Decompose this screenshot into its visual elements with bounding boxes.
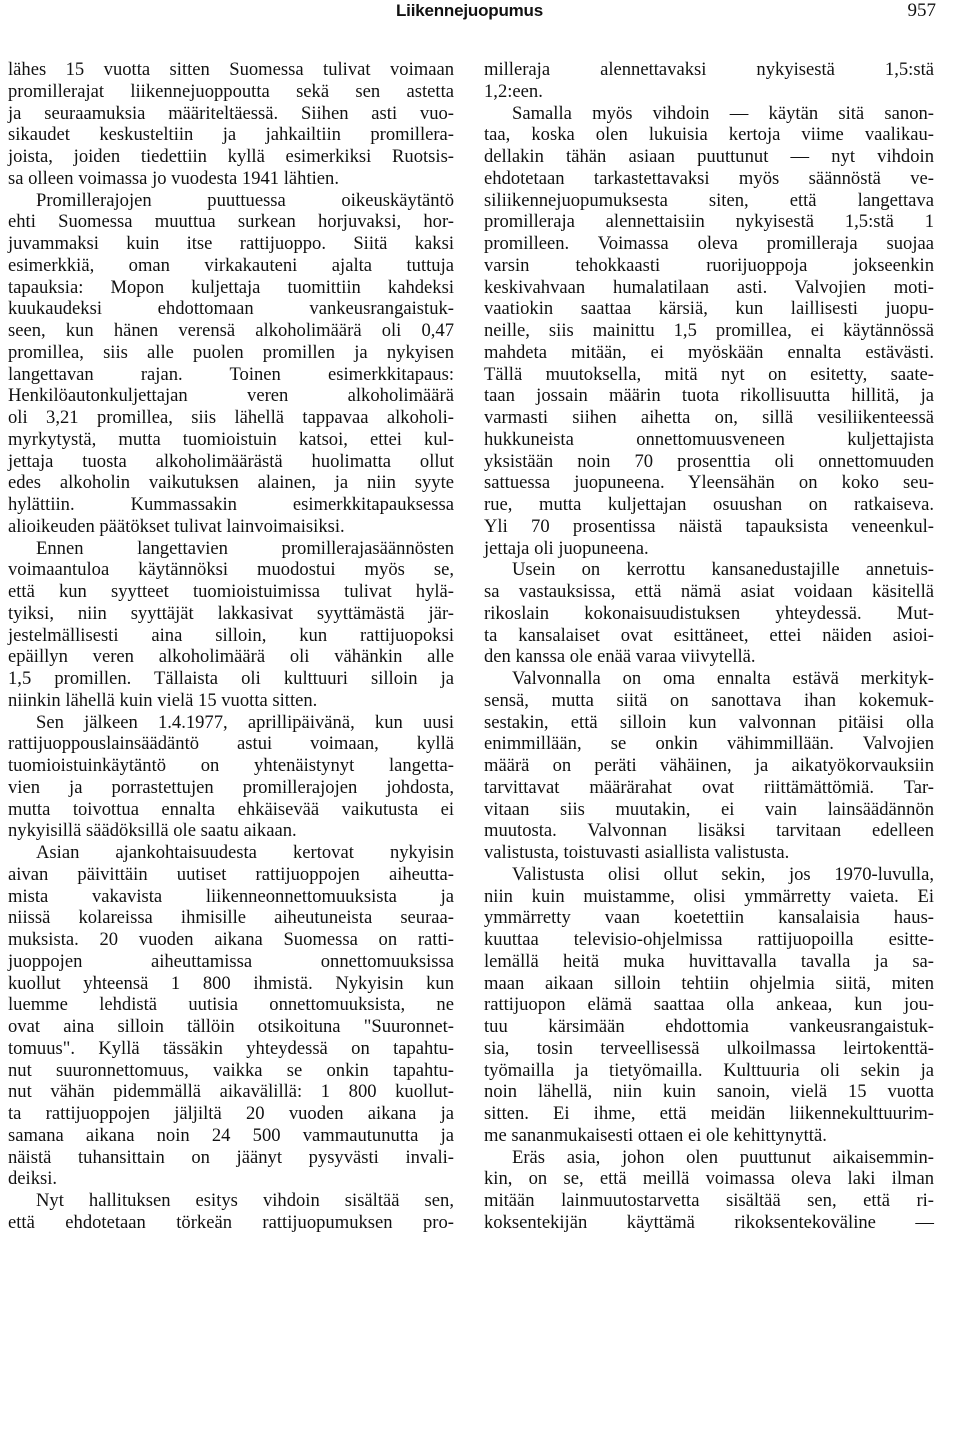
text-line: sattuessa juopuneena. Yleensähän on koko seu- xyxy=(484,472,934,494)
text-line: ta rattijuoppojen jäljiltä 20 vuoden aikana ja xyxy=(8,1103,454,1124)
text-line: esimerkkiä, oman virkakauteni ajalta tuttuja xyxy=(8,254,454,276)
text-line: keskivahvaan humalatilaan asti. Valvojien moti- xyxy=(484,276,934,298)
text-line: juvammaksi kuin itse rattijuoppo. Siitä kaksi xyxy=(8,233,454,254)
text-line: Sen jälkeen 1.4.1977, aprillipäivänä, kun uusi xyxy=(36,711,454,733)
text-line: tuu kärsimään ehdottomia vankeusrangaistuk- xyxy=(484,1016,934,1037)
text-line: tuomioistuinkäytäntö on yhtenäistynyt langetta- xyxy=(8,755,454,776)
text-line: rattijuopon elämä saattaa olla ankeaa, kun jou- xyxy=(484,994,934,1016)
text-line: neille, siis mainittu 1,5 promillea, ei käytännössä xyxy=(484,320,934,341)
text-line: Nyt hallituksen esitys vihdoin sisältää sen, xyxy=(36,1190,454,1211)
text-line: rue, mutta kuljettajan osuushan on ratkaiseva. xyxy=(484,494,934,515)
text-line: siliikennejuopumuksesta siten, että langettava xyxy=(484,189,934,211)
text-line: ehti Suomessa muuttua surkean horjuvaksi, hor- xyxy=(8,211,454,233)
text-line: Usein on kerrottu kansanedustajille annetuis- xyxy=(512,559,934,581)
text-line: Asian ajankohtaisuudesta kertovat nykyisin xyxy=(36,842,454,863)
text-line: jettaja oli juopuneena. xyxy=(484,537,649,559)
text-line: kuukaudeksi ehdottomaan vankeusrangaistuk- xyxy=(8,298,454,320)
text-line: promilleraja alennettaisiin nykyisestä 1,5:stä 1 xyxy=(484,211,934,233)
text-line: Promillerajojen puuttuessa oikeuskäytäntö xyxy=(36,189,454,211)
right-text-column xyxy=(484,59,934,1234)
text-line: yksistään noin 70 prosenttia oli onnettomuuden xyxy=(484,450,934,472)
text-line: ehdotetaan tarkastettavaksi myös säännöstä ve- xyxy=(484,167,934,189)
text-line: Samalla myös vihdoin — käytän sitä sanon- xyxy=(512,102,934,124)
text-line: tarvittavat määrärahat ovat riittämättömiä. Tar- xyxy=(484,776,934,798)
text-line: oli 3,21 promillea, siis lähellä tappavaa alkoholi- xyxy=(8,407,454,428)
text-line: enimmillään, se onkin vähimmillään. Valvojien xyxy=(484,733,934,755)
text-line: joista, joiden tiedettiin kyllä esimerkiksi Ruotsis- xyxy=(8,146,454,167)
text-line: Ennen langettavien promillerajasäännösten xyxy=(36,537,454,559)
text-line: Yli 70 prosentissa näistä tapauksista veneenkul- xyxy=(484,515,934,537)
text-line: 1,2:een. xyxy=(484,80,543,102)
text-line: sia, tosin terveellisessä ulkoilmassa leirtokenttä- xyxy=(484,1037,934,1059)
text-line: noin lähellä, niin kuin sanoin, vielä 15 vuotta xyxy=(484,1081,934,1103)
text-line: den kanssa ole enää varaa viivytellä. xyxy=(484,646,756,668)
text-line: kuuttaa televisio-ohjelmissa rattijuopoilla esitte- xyxy=(484,929,934,950)
text-line: lähes 15 vuotta sitten Suomessa tulivat voimaan xyxy=(8,59,454,80)
text-line: ovat aina silloin tällöin otsikoituna "Suuronnet- xyxy=(8,1016,454,1037)
text-line: mutta toivottua ennalta ehkäisevää vaikutusta ei xyxy=(8,798,454,820)
text-line: dellakin tähän asiaan puuttunut — nyt vihdoin xyxy=(484,146,934,167)
text-line: tyiksi, niin syyttäjät lakkasivat syyttämästä jär- xyxy=(8,602,454,624)
text-line: Tällä muutoksella, mitä nyt on esitetty, saate- xyxy=(484,363,934,385)
text-line: nut vähän pidemmällä aikavälillä: 1 800 kuollut- xyxy=(8,1081,454,1103)
page-header xyxy=(0,0,960,30)
text-line: niin kuin muistamme, olisi ymmärretty vaieta. Ei xyxy=(484,885,934,907)
text-line: samana aikana noin 24 500 vammautunutta ja xyxy=(8,1124,454,1146)
text-line: vitaan siis muutakin, ei vain lainsäädännön xyxy=(484,798,934,820)
text-line: sa olleen voimassa jo vuodesta 1941 lähtien. xyxy=(8,167,340,189)
text-line: tapauksia: Mopon kuljettaja tuomittiin kahdeksi xyxy=(8,276,454,298)
text-line: työmailla ja tietyömailla. Kulttuuria oli sekin ja xyxy=(484,1059,934,1081)
text-line: muksista. 20 vuoden aikana Suomessa on ratti- xyxy=(8,929,454,950)
text-line: alioikeuden päätökset tulivat lainvoimaisiksi. xyxy=(8,515,345,537)
text-line: mahdeta mitään, ei myöskään ennalta estävästi. xyxy=(484,341,934,363)
text-line: jestelmällisesti aina silloin, kun rattijuopoksi xyxy=(8,624,454,646)
text-line: promillea, siis alle puolen promillen ja nykyisen xyxy=(8,341,454,363)
text-line: langettavan rajan. Toinen esimerkkitapaus: xyxy=(8,363,454,385)
text-line: tomuus". Kyllä tässäkin yhteydessä on tapahtu- xyxy=(8,1037,454,1059)
text-line: taa, koska olen lukuisia kertoja viime vaalikau- xyxy=(484,124,934,146)
text-line: maan aikaan silloin tehtiin ohjelmia siitä, miten xyxy=(484,972,934,994)
text-line: valistusta, toistuvasti asiallista valistusta. xyxy=(484,842,790,863)
text-line: niissä kolareissa ihmisille aiheutuneista seuraa- xyxy=(8,907,454,929)
text-line: sensä, mutta siitä on sanottava ihan kokemuk- xyxy=(484,689,934,711)
text-line: taan jossain määrin tuota rikollisuutta hillitä, ja xyxy=(484,385,934,407)
text-line: kin, on se, että meillä voimassa oleva laki ilman xyxy=(484,1168,934,1190)
text-line: aivan päivittäin uutiset rattijuoppojen aiheutta- xyxy=(8,863,454,885)
text-line: rikoslain kokonaisuudistuksen yhteydessä. Mut- xyxy=(484,602,934,624)
text-line: jettaja tuosta alkoholimäärästä huolimatta ollut xyxy=(8,450,454,472)
text-line: epäillyn veren alkoholimäärä oli vähänkin alle xyxy=(8,646,454,668)
text-line: milleraja alennettavaksi nykyisestä 1,5:stä xyxy=(484,59,934,80)
text-line: määrä on peräti vähäinen, ja aikatyökorvauksiin xyxy=(484,755,934,776)
text-line: myrkytystä, mutta tuomioistuin katsoi, ettei kul- xyxy=(8,428,454,450)
running-head: Liikennejuopumus xyxy=(396,1,543,20)
text-line: ja seuraamuksia määriteltäessä. Siihen asti vuo- xyxy=(8,102,454,124)
text-line: promillerajat liikennejuoppoutta sekä sen astetta xyxy=(8,80,454,102)
text-line: varmasti siihen aihetta on, sillä vesiliikenteessä xyxy=(484,407,934,428)
text-line: Eräs asia, johon olen puuttunut aikaisemmin- xyxy=(512,1146,934,1168)
text-line: Valvonnalla on oma ennalta estävä merkityk- xyxy=(512,668,934,689)
text-line: että kun syytteet tuomioistuimissa tulivat hylä- xyxy=(8,581,454,602)
text-line: mista vakavista liikenneonnettomuuksista ja xyxy=(8,885,454,907)
text-line: sestakin, että silloin kun valvonnan pitäisi olla xyxy=(484,711,934,733)
text-line: edes alkoholin vaikutuksen alainen, ja niin syyte xyxy=(8,472,454,494)
text-line: Henkilöautonkuljettajan veren alkoholimäärä xyxy=(8,385,454,407)
text-line: 1,5 promillen. Tällaista oli kulttuuri silloin ja xyxy=(8,668,454,689)
text-line: voimaantuloa käytännöksi muodostui myös se, xyxy=(8,559,454,581)
text-line: luemme lehdistä uutisia onnettomuuksista, ne xyxy=(8,994,454,1016)
text-line: Valistusta olisi ollut sekin, jos 1970-luvulla, xyxy=(512,863,934,885)
text-line: koksentekijän käyttämä rikoksentekoväline — xyxy=(484,1211,934,1233)
text-line: ta kansalaiset ovat esittäneet, ettei näiden asioi- xyxy=(484,624,934,646)
text-line: promilleen. Voimassa oleva promilleraja suojaa xyxy=(484,233,934,254)
text-line: mitään lainmuutostarvetta sisältää sen, että ri- xyxy=(484,1190,934,1211)
page-number: 957 xyxy=(907,0,936,21)
text-line: rattijuoppouslainsäädäntö astui voimaan, kyllä xyxy=(8,733,454,755)
text-line: deiksi. xyxy=(8,1168,58,1190)
text-line: sa vastauksissa, että nämä asiat voidaan käsitellä xyxy=(484,581,934,602)
text-line: hylättiin. Kummassakin esimerkkitapauksessa xyxy=(8,494,454,515)
text-line: vaatiokin saattaa kärsiä, kun laillisesti juopu- xyxy=(484,298,934,320)
text-line: että ehdotetaan törkeän rattijuopumuksen pro- xyxy=(8,1211,454,1233)
text-line: kuollut yhteensä 1 800 ihmistä. Nykyisin kun xyxy=(8,972,454,994)
text-line: sitten. Ei ihme, että meidän liikennekulttuurim- xyxy=(484,1103,934,1124)
text-line: seen, kun hänen verensä alkoholimäärä oli 0,47 xyxy=(8,320,454,341)
text-line: vien ja porrastettujen promillerajojen johdosta, xyxy=(8,776,454,798)
text-line: hukkuneista onnettomuusveneen kuljettajista xyxy=(484,428,934,450)
text-line: näistä tuhansittain on jäänyt pysyvästi invali- xyxy=(8,1146,454,1168)
text-line: me sananmukaisesti ottaen ei ole kehittynyttä. xyxy=(484,1124,827,1146)
text-line: muutosta. Valvonnan lisäksi tarvitaan edelleen xyxy=(484,820,934,842)
text-line: juoppojen aiheuttamissa onnettomuuksissa xyxy=(8,950,454,972)
left-text-column xyxy=(8,59,454,1234)
text-line: nykyisillä säädöksillä ole saatu aikaan. xyxy=(8,820,297,842)
text-line: nut suuronnettomuus, vaikka se onkin tapahtu- xyxy=(8,1059,454,1081)
text-line: niinkin lähellä kuin vielä 15 vuotta sitten. xyxy=(8,689,318,711)
text-line: varsin tehokkaasti ruorijuoppoja jokseenkin xyxy=(484,254,934,276)
text-line: sikaudet keskusteltiin ja jahkailtiin promillera- xyxy=(8,124,454,146)
text-line: lemällä heitä muka huvittavalla tavalla ja sa- xyxy=(484,950,934,972)
text-line: ymmärretty vaan koetettiin kansalaisia haus- xyxy=(484,907,934,929)
